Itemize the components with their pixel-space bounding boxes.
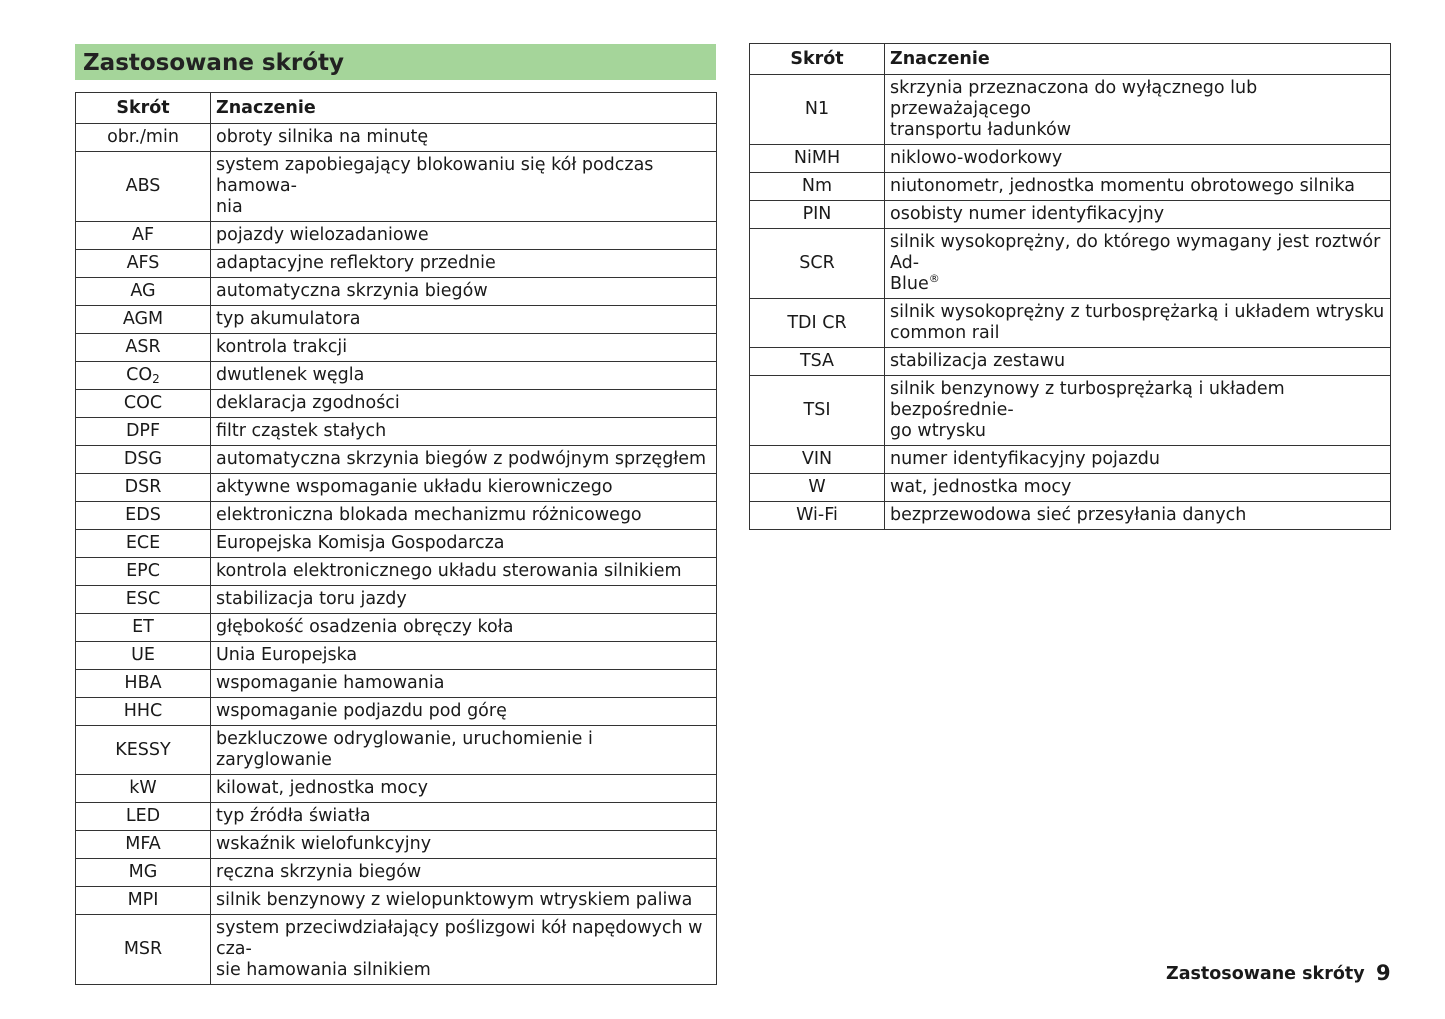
abbreviation-text: N1: [804, 99, 830, 119]
abbreviation-cell: [76, 831, 211, 859]
abbreviation-text: AGM: [122, 309, 164, 329]
abbreviation-text: LED: [125, 806, 161, 826]
footer-section-title: Zastosowane skróty: [1166, 964, 1365, 984]
meaning-cell: [211, 530, 717, 558]
abbreviation-subscript: 2: [152, 372, 160, 386]
table-row: [76, 831, 717, 859]
meaning-text: elektroniczna blokada mechanizmu różnicowego: [216, 505, 642, 525]
abbreviation-text: DSG: [123, 449, 163, 469]
abbreviation-text: MFA: [125, 834, 161, 854]
abbreviation-text: DPF: [125, 421, 161, 441]
abbreviation-text: ESC: [125, 589, 161, 609]
meaning-cell: [885, 173, 1391, 201]
abbreviation-text: Wi-Fi: [796, 505, 838, 525]
meaning-cell: [211, 698, 717, 726]
table-row: [750, 145, 1391, 173]
table-row: [750, 502, 1391, 530]
meaning-text: silnik wysokoprężny z turbosprężarką i układem wtrysku common rail: [890, 302, 1385, 343]
meaning-text: Europejska Komisja Gospodarcza: [216, 533, 505, 553]
table-row: [76, 670, 717, 698]
meaning-cell: [885, 474, 1391, 502]
meaning-text: typ akumulatora: [216, 309, 361, 329]
table-row: [76, 446, 717, 474]
meaning-text: kilowat, jednostka mocy: [216, 778, 428, 798]
table-row: [76, 530, 717, 558]
meaning-cell: [211, 859, 717, 887]
abbreviation-text: ASR: [125, 337, 161, 357]
meaning-text: stabilizacja zestawu: [890, 351, 1066, 371]
abbreviations-table-right: [749, 43, 1391, 530]
abbreviation-cell: [76, 446, 211, 474]
abbreviation-text: SCR: [799, 253, 835, 273]
table-row: [76, 278, 717, 306]
meaning-cell: [211, 278, 717, 306]
abbreviation-text: obr./min: [107, 127, 179, 147]
meaning-cell: [211, 803, 717, 831]
meaning-text: wat, jednostka mocy: [890, 477, 1072, 497]
abbreviation-cell: [750, 376, 885, 446]
abbreviation-cell: [76, 474, 211, 502]
abbreviation-text: AG: [130, 281, 156, 301]
table-row: [76, 859, 717, 887]
abbreviation-text: VIN: [801, 449, 833, 469]
meaning-text: ręczna skrzynia biegów: [216, 862, 422, 882]
column-header-meaning: Znaczenie: [885, 44, 1391, 75]
meaning-text: kontrola trakcji: [216, 337, 348, 357]
meaning-text: silnik benzynowy z wielopunktowym wtryskiem paliwa: [216, 890, 693, 910]
meaning-text: wskaźnik wielofunkcyjny: [216, 834, 432, 854]
meaning-text: system zapobiegający blokowaniu się kół podczas hamowa- nia: [216, 155, 654, 217]
table-row: [76, 418, 717, 446]
meaning-text: automatyczna skrzynia biegów: [216, 281, 488, 301]
table-row: [750, 229, 1391, 299]
meaning-text: głębokość osadzenia obręczy koła: [216, 617, 514, 637]
meaning-text: skrzynia przeznaczona do wyłącznego lub przeważającego transportu ładunków: [890, 78, 1258, 140]
meaning-cell: [211, 418, 717, 446]
meaning-text: silnik benzynowy z turbosprężarką i układem bezpośrednie- go wtrysku: [890, 379, 1285, 441]
meaning-cell: [211, 390, 717, 418]
meaning-text: bezprzewodowa sieć przesyłania danych: [890, 505, 1247, 525]
meaning-cell: [885, 299, 1391, 348]
table-row: [76, 887, 717, 915]
abbreviation-text: HBA: [124, 673, 162, 693]
abbreviation-text: AF: [131, 225, 155, 245]
abbreviation-cell: [76, 775, 211, 803]
meaning-cell: [211, 887, 717, 915]
abbreviation-text: ABS: [125, 176, 161, 196]
column-header-abbr: Skrót: [76, 93, 211, 124]
meaning-text: osobisty numer identyfikacyjny: [890, 204, 1165, 224]
meaning-cell: [211, 726, 717, 775]
meaning-text: adaptacyjne reflektory przednie: [216, 253, 496, 273]
abbreviation-text: TDI CR: [787, 312, 847, 333]
meaning-text: silnik wysokoprężny, do którego wymagany jest roztwór Ad- Blue: [890, 232, 1381, 294]
meaning-cell: [885, 446, 1391, 474]
meaning-cell: [211, 775, 717, 803]
meaning-superscript: ®: [928, 272, 940, 286]
abbreviation-cell: [76, 390, 211, 418]
meaning-text: Unia Europejska: [216, 645, 358, 665]
abbreviation-cell: [76, 152, 211, 222]
meaning-text: wspomaganie podjazdu pod górę: [216, 701, 507, 721]
abbreviation-cell: [750, 75, 885, 145]
abbreviation-text: KESSY: [115, 739, 171, 760]
abbreviation-cell: [76, 250, 211, 278]
meaning-cell: [211, 152, 717, 222]
meaning-cell: [211, 502, 717, 530]
abbreviation-cell: [76, 418, 211, 446]
abbreviation-cell: [750, 201, 885, 229]
abbreviation-text: EDS: [125, 505, 161, 525]
table-header-row: [750, 44, 1391, 75]
table-row: [76, 642, 717, 670]
meaning-text: aktywne wspomaganie układu kierowniczego: [216, 477, 613, 497]
meaning-cell: [211, 362, 717, 390]
abbreviation-cell: [76, 614, 211, 642]
table-row: [76, 306, 717, 334]
meaning-text: bezkluczowe odryglowanie, uruchomienie i zaryglowanie: [216, 729, 593, 770]
meaning-cell: [211, 446, 717, 474]
abbreviation-cell: [76, 334, 211, 362]
abbreviation-text: MPI: [127, 890, 159, 910]
meaning-text: deklaracja zgodności: [216, 393, 400, 413]
column-header-abbr: Skrót: [750, 44, 885, 75]
table-row: [750, 474, 1391, 502]
meaning-cell: [211, 558, 717, 586]
table-row: [750, 201, 1391, 229]
abbreviation-cell: [750, 145, 885, 173]
meaning-cell: [885, 145, 1391, 173]
table-body-right: [750, 75, 1391, 530]
abbreviation-cell: [76, 222, 211, 250]
table-row: [76, 152, 717, 222]
abbreviations-table-left: [75, 92, 717, 985]
table-row: [76, 614, 717, 642]
abbreviation-cell: [750, 299, 885, 348]
meaning-cell: [885, 229, 1391, 299]
abbreviation-text: AFS: [126, 253, 160, 273]
table-row: [750, 348, 1391, 376]
abbreviation-text: HHC: [123, 701, 163, 721]
meaning-cell: [885, 376, 1391, 446]
abbreviation-cell: [76, 915, 211, 985]
abbreviation-text: UE: [131, 645, 155, 665]
meaning-cell: [885, 75, 1391, 145]
meaning-cell: [211, 250, 717, 278]
meaning-cell: [211, 670, 717, 698]
table-row: [76, 726, 717, 775]
meaning-text: numer identyfikacyjny pojazdu: [890, 449, 1161, 469]
abbreviation-cell: [76, 530, 211, 558]
meaning-cell: [211, 642, 717, 670]
table-row: [750, 376, 1391, 446]
meaning-text: niklowo-wodorkowy: [890, 148, 1063, 168]
meaning-cell: [211, 306, 717, 334]
abbreviation-text: MG: [128, 862, 158, 882]
table-row: [76, 222, 717, 250]
abbreviation-text: COC: [123, 393, 163, 413]
abbreviation-text: NiMH: [793, 148, 841, 168]
table-row: [750, 299, 1391, 348]
abbreviation-text: ET: [132, 617, 154, 637]
section-title: Zastosowane skróty: [75, 44, 716, 80]
abbreviation-cell: [76, 362, 211, 390]
abbreviation-cell: [76, 278, 211, 306]
abbreviation-cell: [76, 887, 211, 915]
meaning-cell: [211, 334, 717, 362]
abbreviation-cell: [76, 502, 211, 530]
abbreviation-cell: [76, 642, 211, 670]
meaning-cell: [211, 474, 717, 502]
meaning-text: wspomaganie hamowania: [216, 673, 445, 693]
meaning-text: kontrola elektronicznego układu sterowania silnikiem: [216, 561, 682, 581]
table-row: [76, 915, 717, 985]
abbreviation-cell: [750, 474, 885, 502]
table-row: [76, 334, 717, 362]
abbreviation-text: TSA: [799, 351, 835, 371]
table-row: [750, 446, 1391, 474]
table-header-row: [76, 93, 717, 124]
table-row: [76, 586, 717, 614]
meaning-text: stabilizacja toru jazdy: [216, 589, 407, 609]
abbreviation-text: ECE: [125, 533, 161, 553]
table-row: [76, 362, 717, 390]
table-row: [76, 803, 717, 831]
meaning-cell: [211, 222, 717, 250]
table-row: [76, 502, 717, 530]
meaning-text: niutonometr, jednostka momentu obrotowego silnika: [890, 176, 1355, 196]
meaning-cell: [211, 915, 717, 985]
meaning-text: pojazdy wielozadaniowe: [216, 225, 429, 245]
table-row: [750, 75, 1391, 145]
abbreviation-cell: [76, 698, 211, 726]
abbreviation-text: TSI: [803, 400, 831, 420]
abbreviation-cell: [76, 124, 211, 152]
abbreviation-text: CO: [126, 365, 153, 385]
meaning-cell: [211, 614, 717, 642]
meaning-text: system przeciwdziałający poślizgowi kół napędowych w cza- sie hamowania silnikiem: [216, 918, 703, 980]
meaning-cell: [885, 201, 1391, 229]
table-row: [76, 775, 717, 803]
abbreviation-cell: [750, 502, 885, 530]
abbreviation-text: W: [808, 477, 826, 497]
abbreviation-cell: [750, 173, 885, 201]
meaning-text: automatyczna skrzynia biegów z podwójnym sprzęgłem: [216, 449, 707, 469]
meaning-cell: [885, 502, 1391, 530]
page-number: 9: [1376, 961, 1391, 985]
table-row: [76, 390, 717, 418]
abbreviation-cell: [76, 586, 211, 614]
abbreviation-cell: [76, 803, 211, 831]
meaning-cell: [211, 586, 717, 614]
abbreviation-text: PIN: [802, 204, 832, 224]
abbreviation-cell: [750, 446, 885, 474]
table-row: [750, 173, 1391, 201]
abbreviation-text: EPC: [126, 561, 160, 581]
abbreviation-text: DSR: [124, 477, 162, 497]
meaning-text: obroty silnika na minutę: [216, 127, 429, 147]
table-row: [76, 558, 717, 586]
abbreviation-cell: [76, 859, 211, 887]
meaning-cell: [885, 348, 1391, 376]
meaning-text: typ źródła światła: [216, 806, 371, 826]
abbreviation-cell: [76, 306, 211, 334]
abbreviation-cell: [750, 348, 885, 376]
abbreviation-text: kW: [129, 778, 157, 798]
meaning-text: filtr cząstek stałych: [216, 421, 387, 441]
meaning-cell: [211, 831, 717, 859]
abbreviation-text: MSR: [123, 939, 163, 959]
table-row: [76, 124, 717, 152]
abbreviation-cell: [76, 670, 211, 698]
table-row: [76, 698, 717, 726]
abbreviation-cell: [750, 229, 885, 299]
column-header-meaning: Znaczenie: [211, 93, 717, 124]
meaning-text: dwutlenek węgla: [216, 365, 365, 385]
table-row: [76, 250, 717, 278]
table-row: [76, 474, 717, 502]
abbreviation-cell: [76, 558, 211, 586]
table-body-left: [76, 124, 717, 985]
abbreviation-cell: [76, 726, 211, 775]
abbreviation-text: Nm: [801, 176, 833, 196]
meaning-cell: [211, 124, 717, 152]
